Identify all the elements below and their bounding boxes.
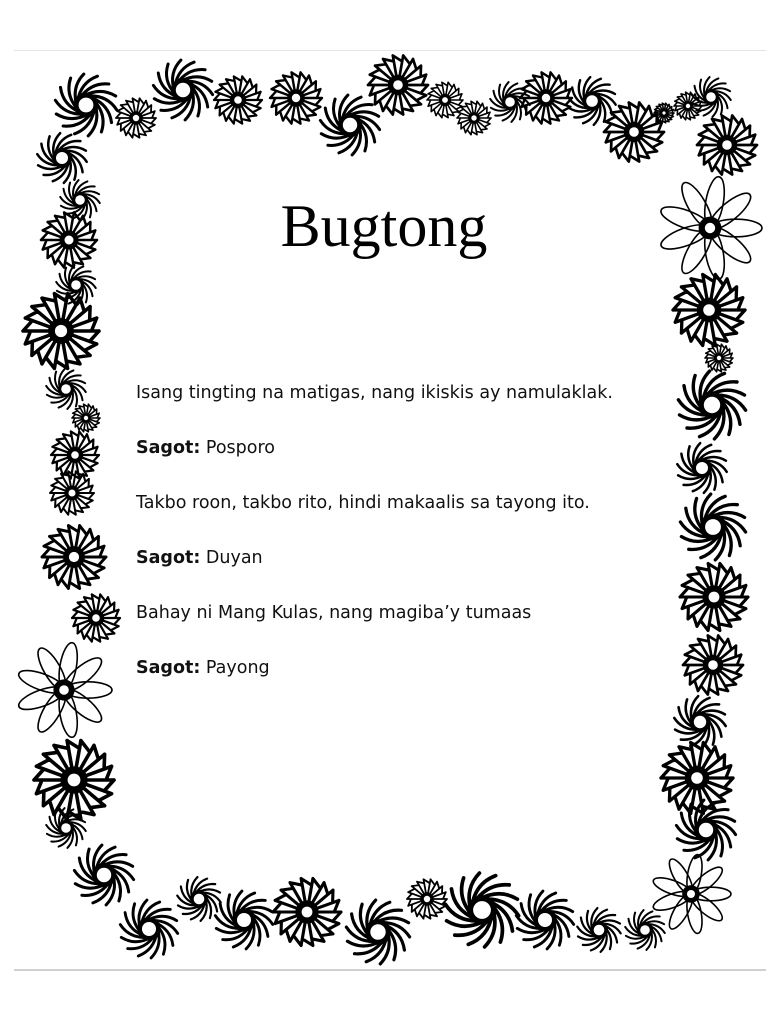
flower-icon bbox=[34, 741, 114, 820]
flower-icon bbox=[320, 95, 379, 155]
flower-icon bbox=[654, 103, 674, 123]
answer-label: Sagot: bbox=[136, 548, 201, 568]
flower-icon bbox=[680, 564, 748, 631]
flower-icon bbox=[516, 891, 573, 949]
riddle-answer bbox=[136, 543, 656, 598]
answer-text: Posporo bbox=[205, 438, 275, 458]
flower-icon bbox=[445, 873, 518, 947]
answer-label: Sagot: bbox=[136, 658, 201, 678]
riddle-answer bbox=[136, 653, 656, 708]
answer-label: Sagot: bbox=[136, 438, 201, 458]
riddle-question: Isang tingting na matigas, nang ikiskis ay namulaklak. bbox=[136, 383, 613, 403]
flower-icon bbox=[72, 594, 120, 641]
riddle-question: Takbo roon, takbo rito, hindi makaalis sa tayong ito. bbox=[136, 493, 590, 513]
flower-icon bbox=[120, 900, 177, 958]
flower-icon bbox=[677, 443, 726, 493]
flower-icon bbox=[72, 404, 100, 432]
flower-icon bbox=[568, 77, 615, 125]
riddle-question: Bahay ni Mang Kulas, nang magiba’y tumaas bbox=[136, 603, 532, 623]
flower-icon bbox=[674, 696, 725, 748]
flower-icon bbox=[346, 900, 409, 964]
flower-icon bbox=[214, 76, 262, 123]
answer-text: Duyan bbox=[205, 548, 263, 568]
riddle-answer bbox=[136, 433, 656, 488]
flower-icon bbox=[457, 101, 491, 134]
flower-icon bbox=[215, 891, 272, 949]
flower-icon bbox=[661, 743, 733, 814]
flower-icon bbox=[55, 74, 116, 136]
flower-icon bbox=[407, 879, 447, 918]
flower-icon bbox=[678, 371, 745, 439]
flower-icon bbox=[37, 133, 86, 183]
flower-icon bbox=[705, 344, 733, 372]
flower-icon bbox=[651, 853, 731, 934]
flower-icon bbox=[23, 294, 99, 369]
flower-icon bbox=[683, 636, 743, 695]
flower-icon bbox=[153, 60, 212, 120]
flower-icon bbox=[680, 494, 745, 560]
flower-icon bbox=[368, 56, 428, 115]
flower-icon bbox=[273, 879, 341, 946]
page-title: Bugtong bbox=[280, 193, 488, 259]
flower-icon bbox=[177, 877, 220, 921]
answer-text: Payong bbox=[205, 658, 270, 678]
flower-icon bbox=[697, 116, 757, 175]
flower-icon bbox=[520, 72, 572, 123]
flower-icon bbox=[56, 265, 96, 305]
flower-icon bbox=[270, 72, 322, 123]
flower-icon bbox=[625, 910, 665, 950]
flower-icon bbox=[16, 641, 112, 738]
flower-icon bbox=[46, 369, 86, 409]
flower-icon bbox=[42, 526, 106, 589]
flower-icon bbox=[673, 275, 745, 346]
flower-icon bbox=[116, 98, 156, 137]
flower-icon bbox=[74, 845, 133, 905]
riddle-list bbox=[136, 378, 656, 708]
flower-icon bbox=[577, 908, 620, 952]
flower-icon bbox=[691, 77, 731, 117]
